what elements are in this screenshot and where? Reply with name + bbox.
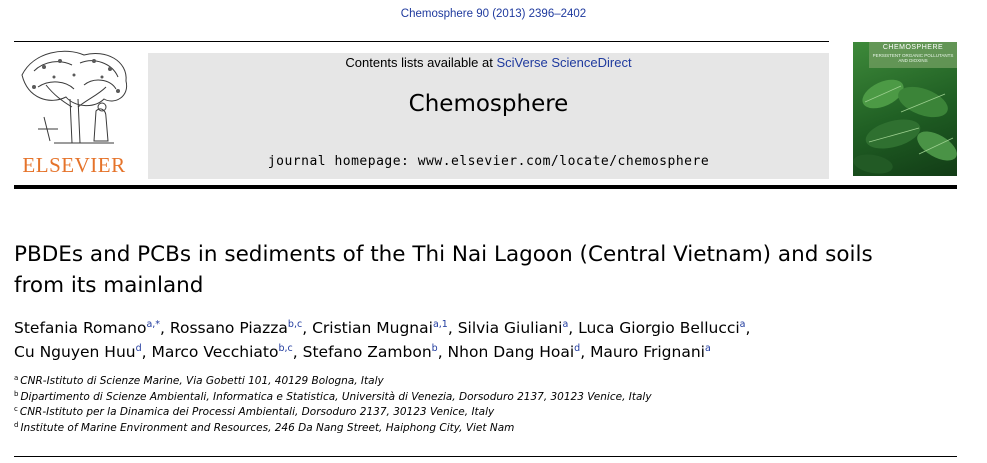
author-affiliation-mark[interactable]: d bbox=[574, 343, 581, 354]
affiliation-text: CNR-Istituto per la Dinamica dei Processi Ambientali, Dorsoduro 2137, 30123 Venice, Italy bbox=[19, 406, 495, 418]
journal-cover-image bbox=[853, 42, 957, 176]
author-separator: , bbox=[437, 343, 448, 361]
article-title-line-1: PBDEs and PCBs in sediments of the Thi Nai Lagoon (Central Vietnam) and soils bbox=[14, 242, 873, 267]
author-name: Silvia Giuliani bbox=[457, 319, 563, 337]
affiliation-text: Dipartimento di Scienze Ambientali, Informatica e Statistica, Università di Venezia, Dorsoduro 2137, 30123 Venice, Italy bbox=[20, 390, 652, 403]
author bbox=[14, 319, 170, 337]
author bbox=[151, 343, 302, 361]
author-separator: , bbox=[160, 319, 170, 337]
journal-citation[interactable]: Chemosphere 90 (2013) 2396–2402 bbox=[400, 8, 587, 20]
author-name: Rossano Piazza bbox=[169, 319, 288, 337]
author-affiliation-mark[interactable]: a bbox=[739, 319, 746, 330]
author-affiliation-mark[interactable]: b,c bbox=[278, 343, 293, 354]
author-name: Mauro Frignani bbox=[590, 343, 705, 361]
affiliation-text: CNR-Istituto di Scienze Marine, Via Gobetti 101, 40129 Bologna, Italy bbox=[20, 375, 384, 387]
author-affiliation-mark[interactable]: b bbox=[431, 343, 438, 354]
author-separator: , bbox=[447, 319, 458, 337]
author-name: Cristian Mugnai bbox=[312, 319, 433, 337]
author-separator: , bbox=[302, 319, 313, 337]
journal-banner bbox=[148, 53, 829, 179]
author bbox=[14, 343, 151, 361]
author-affiliation-mark[interactable]: a,* bbox=[146, 319, 161, 330]
author-affiliation-mark[interactable]: d bbox=[135, 343, 142, 354]
author-separator: , bbox=[292, 343, 303, 361]
affiliation-mark: b bbox=[14, 389, 19, 398]
header-thick-rule bbox=[14, 185, 957, 189]
author-separator: , bbox=[141, 343, 152, 361]
affiliation-mark: d bbox=[14, 420, 19, 429]
cover-title: CHEMOSPHERE bbox=[882, 44, 944, 51]
author bbox=[170, 319, 312, 337]
affiliation-item bbox=[14, 390, 964, 406]
author-list bbox=[14, 316, 964, 364]
author bbox=[578, 319, 750, 337]
header-top-rule bbox=[14, 41, 829, 42]
tree-illustration-icon bbox=[14, 47, 134, 151]
author-name: Marco Vecchiato bbox=[151, 343, 279, 361]
affiliation-mark: c bbox=[14, 405, 18, 413]
author-separator: , bbox=[568, 319, 579, 337]
author bbox=[303, 343, 448, 361]
author-separator: , bbox=[580, 343, 591, 361]
author bbox=[312, 319, 458, 337]
journal-title: Chemosphere bbox=[408, 91, 569, 117]
affiliation-item bbox=[14, 421, 964, 437]
contents-availability bbox=[148, 55, 829, 70]
journal-homepage[interactable]: journal homepage: www.elsevier.com/locate/chemosphere bbox=[267, 154, 710, 169]
sciencedirect-link[interactable]: SciVerse ScienceDirect bbox=[496, 55, 632, 70]
author bbox=[590, 343, 711, 361]
affiliation-item bbox=[14, 374, 964, 390]
author-name: Cu Nguyen Huu bbox=[14, 343, 136, 361]
elsevier-wordmark[interactable]: ELSEVIER bbox=[22, 153, 126, 177]
author-name: Stefania Romano bbox=[14, 319, 147, 337]
author-affiliation-mark[interactable]: a bbox=[562, 319, 569, 330]
author-affiliation-mark[interactable]: b,c bbox=[287, 319, 303, 330]
article-title bbox=[14, 239, 954, 301]
affiliation-item bbox=[14, 405, 964, 421]
author-affiliation-mark[interactable]: a bbox=[704, 343, 711, 354]
contents-prefix: Contents lists available at bbox=[345, 55, 497, 70]
affiliation-mark: a bbox=[14, 374, 19, 382]
affiliation-text: Institute of Marine Environment and Resources, 246 Da Nang Street, Haiphong City, Viet Nam bbox=[20, 421, 515, 434]
author-name: Nhon Dang Hoai bbox=[447, 343, 575, 361]
author bbox=[458, 319, 578, 337]
cover-subtitle: PERSISTENT ORGANIC POLLUTANTS AND DIOXINS bbox=[872, 53, 954, 63]
affiliation-list bbox=[14, 374, 964, 436]
article-title-line-2: from its mainland bbox=[14, 273, 204, 298]
author-affiliation-mark[interactable]: a,1 bbox=[432, 319, 448, 330]
author bbox=[448, 343, 591, 361]
author-name: Stefano Zambon bbox=[302, 343, 432, 361]
author-separator: , bbox=[745, 319, 751, 337]
section-divider bbox=[14, 456, 957, 457]
author-name: Luca Giorgio Bellucci bbox=[578, 319, 740, 337]
